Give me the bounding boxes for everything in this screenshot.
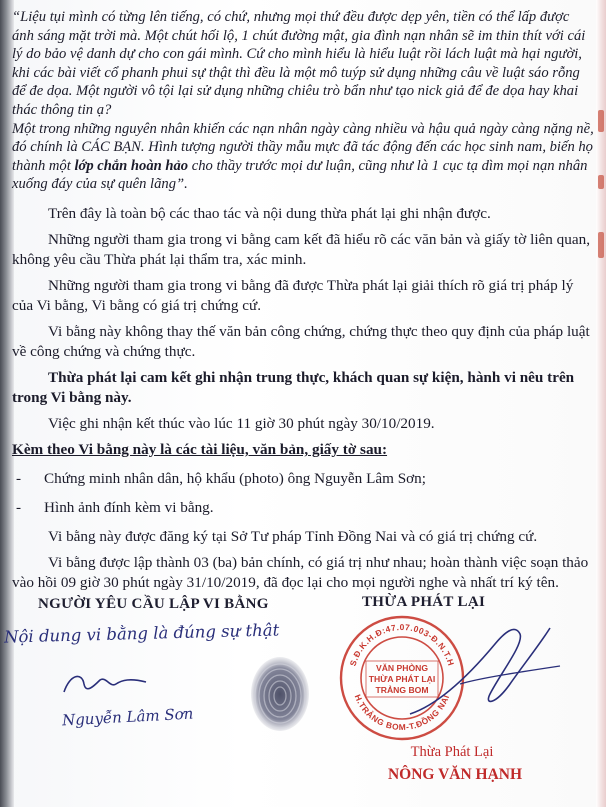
attachment-item <box>12 469 594 489</box>
officer-name: NÔNG VĂN HẠNH <box>387 766 523 783</box>
signature-section <box>0 594 606 807</box>
paragraph-end-time: Việc ghi nhận kết thúc vào lúc 11 giờ 30 phút ngày 30/10/2019. <box>48 414 435 432</box>
svg-text:TRẢNG BOM: TRẢNG BOM <box>375 685 429 695</box>
paragraph-participants-commitment: Những người tham gia trong vi bằng cam kết đã hiểu rõ các văn bản và giấy tờ liên quan, không yêu cầu Thừa phát lại thẩm tra, xác minh. <box>12 230 590 268</box>
svg-text:S.Đ.K.H.Đ:47.07.003-Đ.N.T.H: S.Đ.K.H.Đ:47.07.003-Đ.N.T.H <box>347 621 457 668</box>
bullet-dash: - <box>16 498 22 516</box>
edge-stamp-mark <box>598 175 604 189</box>
paragraph-registration: Vi bằng này được đăng ký tại Sở Tư pháp Tỉnh Đồng Nai và có giá trị chứng cứ. <box>48 527 538 545</box>
quote-paragraph-2: Một trong những nguyên nhân khiến các nạn nhân ngày càng nhiều và hậu quả ngày càng nặng nề, đó chính là CÁC BẠN. Hình tượng người thầy mẫu mực đã tác động đến các học sinh nam, biến họ thành một lớp chắn hoàn hảo cho thầy trước mọi dư luận, cũng như là 1 cục tạ dìm mọi nạn nhân xuống đáy của sự quên lãng”. <box>12 120 594 193</box>
fingerprint-icon <box>248 654 312 734</box>
quoted-statement <box>12 8 594 194</box>
quote-paragraph-1: “Liệu tụi mình có từng lên tiếng, có chứ, nhưng mọi thứ đều được dẹp yên, tiền có thể lấp được ánh sáng mặt trời mà. Một chút hối lộ, 1 chút đường mật, gia đình nạn nhân sẽ im thin thít với cái lý do bảo vệ danh dự cho con gái mình. Cứ cho mình hiểu là hiểu luật rồi lách luật mà hại người, khi các bài viết cổ phanh phui sự thật thì đều là một mô tuýp sử dụng những câu về luật sáo rỗng để đe dọa. Một người vô tội lại sử dụng những chiêu trò bẩn như tạo nick giả để đe dọa hay khai thác thông tin ạ? <box>12 9 586 118</box>
officer-title: Thừa Phát Lại <box>410 744 494 760</box>
document-body <box>12 8 594 593</box>
attachment-item <box>12 498 594 518</box>
bailiff-signature-icon <box>400 614 570 734</box>
paragraph-copies: Vi bằng được lập thành 03 (ba) bản chính, có giá trị như nhau; hoàn thành việc soạn thảo vào hồi 09 giờ 30 phút ngày 31/10/2019, đã đọc lại cho mọi người nghe và nhất trí ký tên. <box>12 553 589 591</box>
svg-text:VĂN PHÒNG: VĂN PHÒNG <box>375 663 429 673</box>
edge-stamp-mark <box>598 232 604 258</box>
paragraph-bailiff-commitment: Thừa phát lại cam kết ghi nhận trung thực, khách quan sự kiện, hành vi nêu trên trong Vi bằng này. <box>12 368 575 406</box>
handwritten-statement: Nội dung vi bằng là đúng sự thật <box>3 620 280 647</box>
svg-text:THỪA PHÁT LẠI: THỪA PHÁT LẠI <box>368 674 436 684</box>
paragraph-recorded-content: Trên đây là toàn bộ các thao tác và nội dung thừa phát lại ghi nhận được. <box>48 204 491 222</box>
attachment-text: Hình ảnh đính kèm vi bằng. <box>44 498 214 516</box>
signature-scribble-icon <box>60 666 150 702</box>
bailiff-heading: THỪA PHÁT LẠI <box>362 594 486 610</box>
paragraph-not-notarization: Vi bằng này không thay thế văn bản công chứng, chứng thực theo quy định của pháp luật về công chứng và chứng thực. <box>12 322 590 360</box>
bullet-dash: - <box>16 469 22 487</box>
handwritten-name: Nguyễn Lâm Sơn <box>61 704 194 730</box>
requester-heading: NGƯỜI YÊU CẦU LẬP VI BẰNG <box>38 596 269 612</box>
edge-stamp-mark <box>598 110 604 132</box>
paragraph-legal-value: Những người tham gia trong vi bằng đã được Thừa phát lại giải thích rõ giá trị pháp lý của Vi bằng, Vi bằng có giá trị chứng cứ. <box>12 276 574 314</box>
svg-text:H.TRẢNG BOM-T.ĐỒNG NAI: H.TRẢNG BOM-T.ĐỒNG NAI <box>352 692 452 733</box>
attachments-heading: Kèm theo Vi bằng này là các tài liệu, văn bản, giấy tờ sau: <box>12 440 388 458</box>
attachment-text: Chứng minh nhân dân, hộ khẩu (photo) ông Nguyễn Lâm Sơn; <box>44 469 426 487</box>
